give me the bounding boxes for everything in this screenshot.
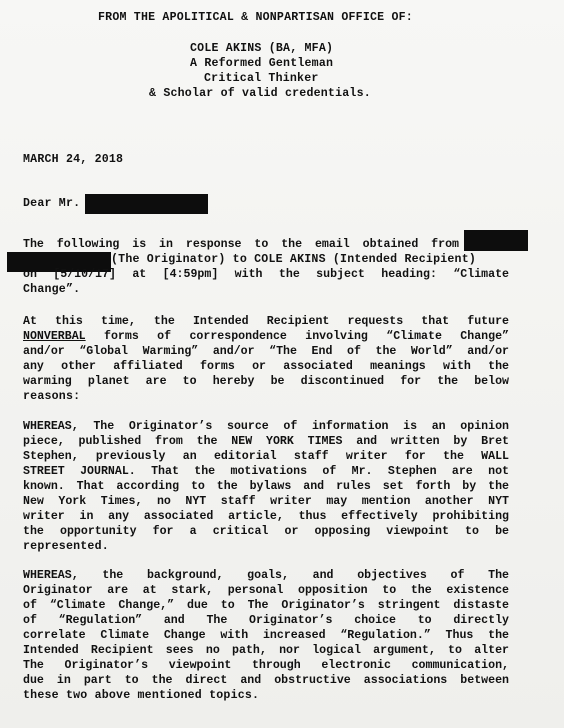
para3-line9: represented.	[23, 540, 109, 553]
redaction-bar	[464, 230, 528, 251]
salutation: Dear Mr.	[23, 197, 81, 210]
para2-line3: and/or “Global Warming” and/or “The End of the World” and/or	[23, 345, 509, 358]
para4-line7: The Originator’s viewpoint through electronic communication,	[23, 659, 509, 672]
para4-line1: WHEREAS, the background, goals, and objectives of The	[23, 569, 509, 582]
para3-line7: writer in any associated article, thus effectively prohibiting	[23, 510, 509, 523]
para3-line5: known. That according to the bylaws and rules set forth by the	[23, 480, 509, 493]
para3-line8: the opportunity for a critical or opposing viewpoint to be	[23, 525, 509, 538]
para3-line3: Stephen, previously an editorial staff writer for the WALL	[23, 450, 509, 463]
para4-line9: these two above mentioned topics.	[23, 689, 260, 702]
letterhead-line2: A Reformed Gentleman	[190, 57, 334, 70]
para2-line6: reasons:	[23, 390, 81, 403]
redaction-bar	[85, 194, 208, 214]
letter-date: MARCH 24, 2018	[23, 153, 124, 166]
para2-line2-rest: forms of correspondence involving “Climate Change”	[85, 330, 509, 343]
letterhead-line3: Critical Thinker	[204, 72, 319, 85]
para1-line3: on [5/10/17] at [4:59pm] with the subject heading: “Climate	[23, 268, 509, 281]
para4-line6: Intended Recipient sees no path, nor logical argument, to alter	[23, 644, 509, 657]
para3-line6: New York Times, no NYT staff writer may mention another NYT	[23, 495, 509, 508]
para1-line4: Change”.	[23, 283, 81, 296]
para3-line4: STREET JOURNAL. That the motivations of Mr. Stephen are not	[23, 465, 509, 478]
para1-line1: The following is in response to the email obtained from	[23, 238, 459, 251]
para4-line8: due in part to the direct and obstructive associations between	[23, 674, 509, 687]
para4-line4: of “Regulation” and The Originator’s choice to directly	[23, 614, 509, 627]
letterhead-office: FROM THE APOLITICAL & NONPARTISAN OFFICE OF:	[98, 11, 413, 24]
para4-line2: Originator are at stark, personal opposition to the existence	[23, 584, 509, 597]
letterhead-name: COLE AKINS (BA, MFA)	[190, 42, 334, 55]
nonverbal-underlined: NONVERBAL	[23, 330, 86, 343]
para3-line2: piece, published from the NEW YORK TIMES and written by Bret	[23, 435, 509, 448]
para2-line1: At this time, the Intended Recipient requests that future	[23, 315, 509, 328]
para2-line5: warming planet are to hereby be discontinued for the below	[23, 375, 509, 388]
para2-line4: any other affiliated forms or associated meanings with the	[23, 360, 509, 373]
para1-line2: (The Originator) to COLE AKINS (Intended Recipient)	[111, 253, 477, 266]
para4-line5: correlate Climate Change with increased “Regulation.” Thus the	[23, 629, 509, 642]
para4-line3: of “Climate Change,” due to The Originator’s stringent distaste	[23, 599, 509, 612]
para2-line2	[23, 330, 509, 344]
para3-line1: WHEREAS, The Originator’s source of information is an opinion	[23, 420, 509, 433]
letterhead-line4: & Scholar of valid credentials.	[149, 87, 371, 100]
